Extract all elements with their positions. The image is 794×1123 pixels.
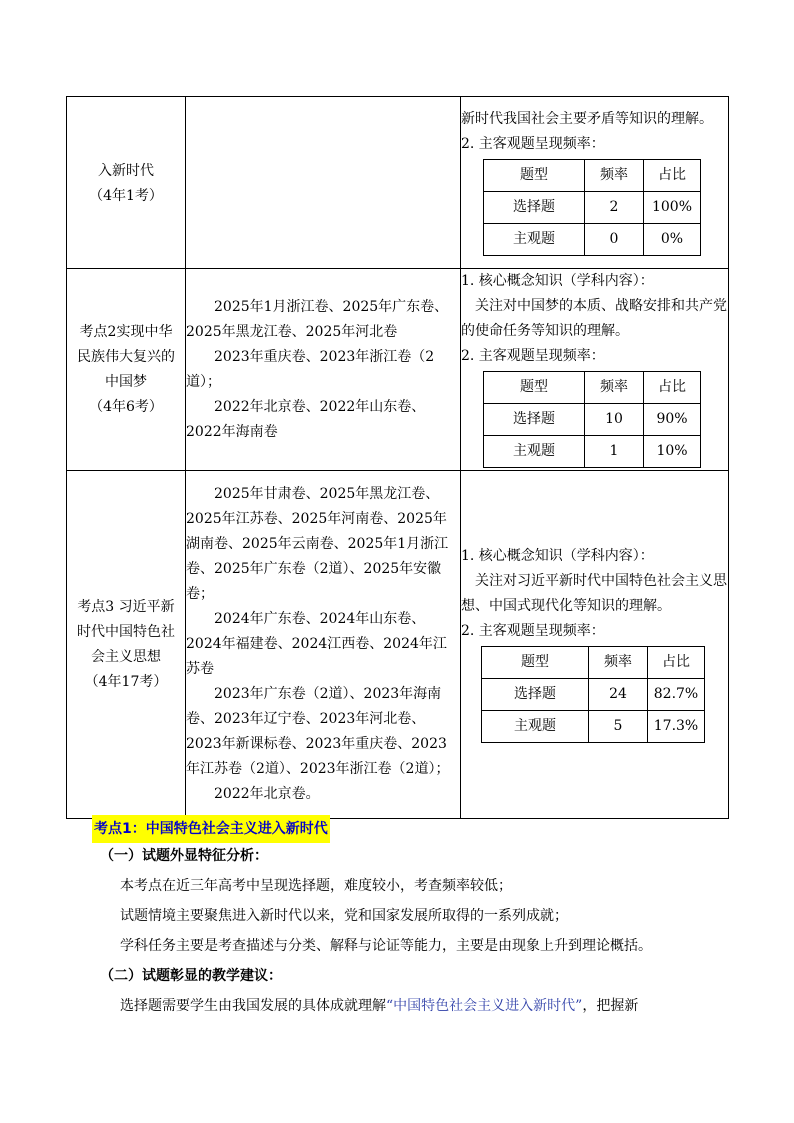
topic-text: 入新时代 [98,162,154,179]
cell-type: 选择题 [484,404,585,436]
table-row [67,269,729,471]
kp-section [66,815,746,1021]
header-frequency: 频率 [585,372,644,404]
table-row [67,97,729,269]
cell-ratio: 100% [644,192,701,224]
cell-ratio: 82.7% [648,679,705,711]
header-ratio: 占比 [644,372,701,404]
cell-ratio: 17.3% [648,711,705,743]
header-ratio: 占比 [648,647,705,679]
body-line [120,991,746,1021]
header-type: 题型 [484,372,585,404]
exam-list-item: 2025年甘肃卷、2025年黑龙江卷、2025年江苏卷、2025年河南卷、2025年湖南卷、2025年云南卷、2025年1月浙江卷、2025年广东卷（2道）、2025年安徽卷； [186,486,449,602]
exam-list-item: 2025年1月浙江卷、2025年广东卷、2025年黑龙江卷、2025年河北卷 [186,298,449,340]
knowledge-cell [461,471,729,819]
topic-text: 考点3 习近平新时代中国特色社会主义思想 [77,598,175,665]
knowledge-text: 关注对中国梦的本质、战略安排和共产党的使命任务等知识的理解。 [461,298,727,339]
body-text: ，把握新 [582,998,639,1014]
topic-count: （4年1考） [89,187,163,204]
exam-list-item: 2023年重庆卷、2023年浙江卷（2道）； [186,348,435,390]
knowledge-cell [461,269,729,471]
header-frequency: 频率 [585,160,644,192]
freq-title: 2. 主客观题呈现频率： [461,136,605,152]
frequency-table [483,159,701,256]
topic-cell [67,269,186,471]
table-row [484,224,701,256]
cell-ratio: 10% [644,436,701,468]
freq-title: 2. 主客观题呈现频率： [461,623,605,639]
exam-list-cell [186,269,461,471]
subheading-features: （一）试题外显特征分析： [100,848,268,864]
frequency-table [481,646,705,743]
cell-type: 主观题 [482,711,589,743]
knowledge-title: 1. 核心概念知识（学科内容）： [461,273,654,289]
exam-list-item: 2023年广东卷（2道）、2023年海南卷、2023年辽宁卷、2023年河北卷、2023年新课标卷、2023年重庆卷、2023年江苏卷（2道）、2023年浙江卷（2道）； [186,686,450,777]
body-line: 学科任务主要是考查描述与分类、解释与论证等能力，主要是由现象上升到理论概括。 [120,938,652,954]
body-line: 本考点在近三年高考中呈现选择题，难度较小，考查频率较低； [120,878,512,894]
cell-frequency: 5 [589,711,648,743]
cell-ratio: 90% [644,404,701,436]
topic-cell [67,97,186,269]
cell-frequency: 24 [589,679,648,711]
topic-text: 考点2实现中华民族伟大复兴的中国梦 [77,323,175,390]
exam-list-item: 2022年北京卷。 [214,786,320,802]
knowledge-title: 1. 核心概念知识（学科内容）： [461,548,654,564]
table-row [482,647,705,679]
cell-frequency: 1 [585,436,644,468]
header-frequency: 频率 [589,647,648,679]
table-row [484,372,701,404]
body-text: 选择题需要学生由我国发展的具体成就理解 [120,998,386,1014]
header-type: 题型 [484,160,585,192]
exam-list-cell [186,471,461,819]
knowledge-text: 新时代我国社会主要矛盾等知识的理解。 [461,111,713,127]
topic-count: （4年17考） [84,673,168,690]
subheading-teaching: （二）试题彰显的教学建议： [100,968,282,984]
table-row [484,160,701,192]
cell-ratio: 0% [644,224,701,256]
cell-type: 主观题 [484,436,585,468]
knowledge-cell [461,97,729,269]
exam-list-cell [186,97,461,269]
body-line: 试题情境主要聚焦进入新时代以来，党和国家发展所取得的一系列成就； [120,908,568,924]
cell-type: 选择题 [484,192,585,224]
exam-list-item: 2024年广东卷、2024年山东卷、2024年福建卷、2024江西卷、2024年江苏卷 [186,611,447,677]
quoted-phrase: “中国特色社会主义进入新时代” [386,998,583,1014]
cell-type: 选择题 [482,679,589,711]
cell-type: 主观题 [484,224,585,256]
header-ratio: 占比 [644,160,701,192]
table-row [484,192,701,224]
exam-analysis-table [66,96,729,819]
table-row [484,436,701,468]
kp-title: 考点1：中国特色社会主义进入新时代 [92,815,330,843]
freq-title: 2. 主客观题呈现频率： [461,348,605,364]
frequency-table [483,371,701,468]
topic-cell [67,471,186,819]
topic-count: （4年6考） [89,398,163,415]
table-row [67,471,729,819]
table-row [482,711,705,743]
cell-frequency: 10 [585,404,644,436]
header-type: 题型 [482,647,589,679]
table-row [482,679,705,711]
knowledge-text: 关注对习近平新时代中国特色社会主义思想、中国式现代化等知识的理解。 [461,573,727,614]
cell-frequency: 0 [585,224,644,256]
cell-frequency: 2 [585,192,644,224]
table-row [484,404,701,436]
exam-list-item: 2022年北京卷、2022年山东卷、2022年海南卷 [186,398,426,440]
